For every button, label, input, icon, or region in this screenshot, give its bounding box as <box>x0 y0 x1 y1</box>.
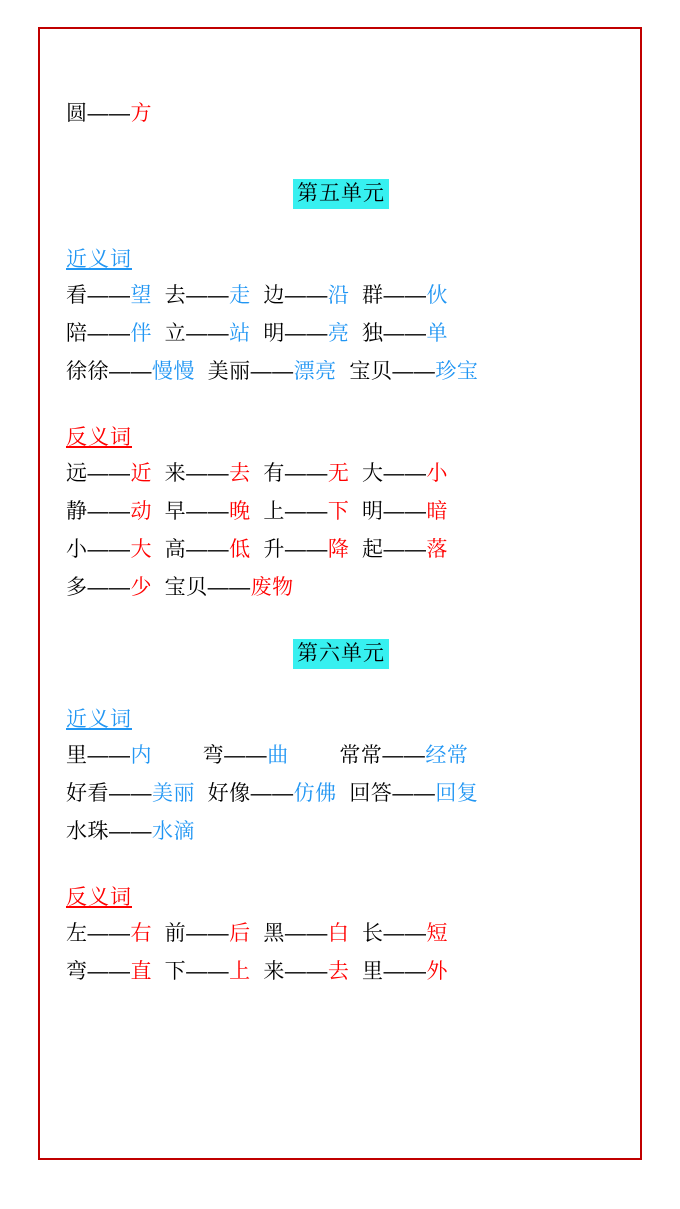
spacer <box>66 607 616 637</box>
word-segment: 回复 <box>435 782 479 805</box>
word-pair-line <box>66 737 616 775</box>
word-segment: 外 <box>426 960 449 983</box>
word-segment: 美丽—— <box>195 360 294 383</box>
word-segment: 经常 <box>425 744 469 767</box>
word-segment: 白 <box>327 922 350 945</box>
word-segment: 去 <box>229 462 251 485</box>
word-segment: 单 <box>426 322 449 345</box>
spacer <box>66 207 616 243</box>
section-title-unit6 <box>66 637 616 667</box>
word-pair-line <box>66 315 616 353</box>
word-segment: 徐徐—— <box>66 360 152 383</box>
word-segment: 上 <box>229 960 251 983</box>
word-pair-line <box>66 493 616 531</box>
word-pair-line <box>66 531 616 569</box>
word-segment: 明—— <box>250 322 328 345</box>
word-segment: 沿 <box>327 284 350 307</box>
group-label-synonyms-unit6: 近义词 <box>66 708 132 731</box>
word-segment: 常常—— <box>288 744 426 767</box>
spacer <box>66 391 616 421</box>
word-segment: 慢慢 <box>152 360 195 383</box>
word-segment: 好像—— <box>195 782 294 805</box>
spacer <box>66 851 616 881</box>
word-segment: 大 <box>130 538 152 561</box>
word-segment: 漂亮 <box>293 360 337 383</box>
word-pair-line <box>66 569 616 607</box>
word-pair-line <box>66 775 616 813</box>
word-segment: 边—— <box>250 284 328 307</box>
word-segment: 暗 <box>426 500 449 523</box>
word-segment: 看—— <box>66 284 131 307</box>
top-word-pair <box>66 95 616 133</box>
word-segment: 动 <box>130 500 152 523</box>
word-segment: 伙 <box>426 284 449 307</box>
word-segment: 仿佛 <box>293 782 337 805</box>
word-segment: 黑—— <box>250 922 328 945</box>
word-segment: 宝贝—— <box>336 360 436 383</box>
word-segment: 多—— <box>66 576 131 599</box>
word-segment: 站 <box>229 322 251 345</box>
word-segment: 水滴 <box>152 820 195 843</box>
document-content <box>66 95 616 991</box>
word-segment: 下 <box>327 500 350 523</box>
word-segment: 降 <box>327 538 350 561</box>
word-segment: 里—— <box>349 960 427 983</box>
top-word-left: 圆—— <box>66 102 131 125</box>
word-segment: 好看—— <box>66 782 152 805</box>
word-segment: 近 <box>130 462 152 485</box>
word-segment: 少 <box>130 576 152 599</box>
word-segment: 水珠—— <box>66 820 152 843</box>
word-segment: 直 <box>130 960 152 983</box>
word-pair-line <box>66 455 616 493</box>
spacer <box>66 667 616 703</box>
word-segment: 独—— <box>349 322 427 345</box>
word-segment: 起—— <box>349 538 427 561</box>
word-segment: 左—— <box>66 922 131 945</box>
word-segment: 内 <box>130 744 152 767</box>
section-title-unit5-text: 第五单元 <box>293 179 389 209</box>
word-segment: 升—— <box>250 538 328 561</box>
word-segment: 后 <box>229 922 251 945</box>
word-segment: 回答—— <box>336 782 436 805</box>
word-pair-line <box>66 953 616 991</box>
word-pair-line <box>66 353 616 391</box>
word-segment: 大—— <box>349 462 427 485</box>
word-segment: 右 <box>130 922 152 945</box>
word-segment: 早—— <box>152 500 230 523</box>
word-segment: 弯—— <box>66 960 131 983</box>
word-segment: 晚 <box>229 500 251 523</box>
word-segment: 短 <box>426 922 449 945</box>
word-segment: 弯—— <box>152 744 268 767</box>
word-segment: 来—— <box>250 960 328 983</box>
word-segment: 陪—— <box>66 322 131 345</box>
word-segment: 前—— <box>152 922 230 945</box>
word-segment: 低 <box>229 538 251 561</box>
word-pair-line <box>66 915 616 953</box>
word-segment: 下—— <box>152 960 230 983</box>
word-segment: 远—— <box>66 462 131 485</box>
word-segment: 曲 <box>267 744 289 767</box>
section-title-unit5 <box>66 177 616 207</box>
word-pair-line <box>66 813 616 851</box>
word-segment: 小—— <box>66 538 131 561</box>
word-segment: 伴 <box>130 322 152 345</box>
word-segment: 无 <box>327 462 350 485</box>
word-segment: 高—— <box>152 538 230 561</box>
group-label-antonyms-unit6: 反义词 <box>66 886 132 909</box>
word-segment: 群—— <box>349 284 427 307</box>
word-segment: 有—— <box>250 462 328 485</box>
word-segment: 废物 <box>250 576 294 599</box>
spacer <box>66 133 616 177</box>
word-segment: 去—— <box>152 284 230 307</box>
word-segment: 里—— <box>66 744 131 767</box>
word-segment: 珍宝 <box>435 360 479 383</box>
word-segment: 静—— <box>66 500 131 523</box>
word-segment: 长—— <box>349 922 427 945</box>
word-segment: 上—— <box>250 500 328 523</box>
group-label-antonyms-unit5: 反义词 <box>66 426 132 449</box>
word-segment: 美丽 <box>152 782 195 805</box>
word-segment: 亮 <box>327 322 350 345</box>
word-segment: 来—— <box>152 462 230 485</box>
word-pair-line <box>66 277 616 315</box>
top-word-right: 方 <box>130 102 152 125</box>
word-segment: 明—— <box>349 500 427 523</box>
word-segment: 走 <box>229 284 251 307</box>
word-segment: 宝贝—— <box>152 576 251 599</box>
section-title-unit6-text: 第六单元 <box>293 639 389 669</box>
group-label-synonyms-unit5: 近义词 <box>66 248 132 271</box>
word-segment: 立—— <box>152 322 230 345</box>
word-segment: 落 <box>426 538 449 561</box>
word-segment: 望 <box>130 284 152 307</box>
word-segment: 去 <box>327 960 350 983</box>
word-segment: 小 <box>426 462 449 485</box>
